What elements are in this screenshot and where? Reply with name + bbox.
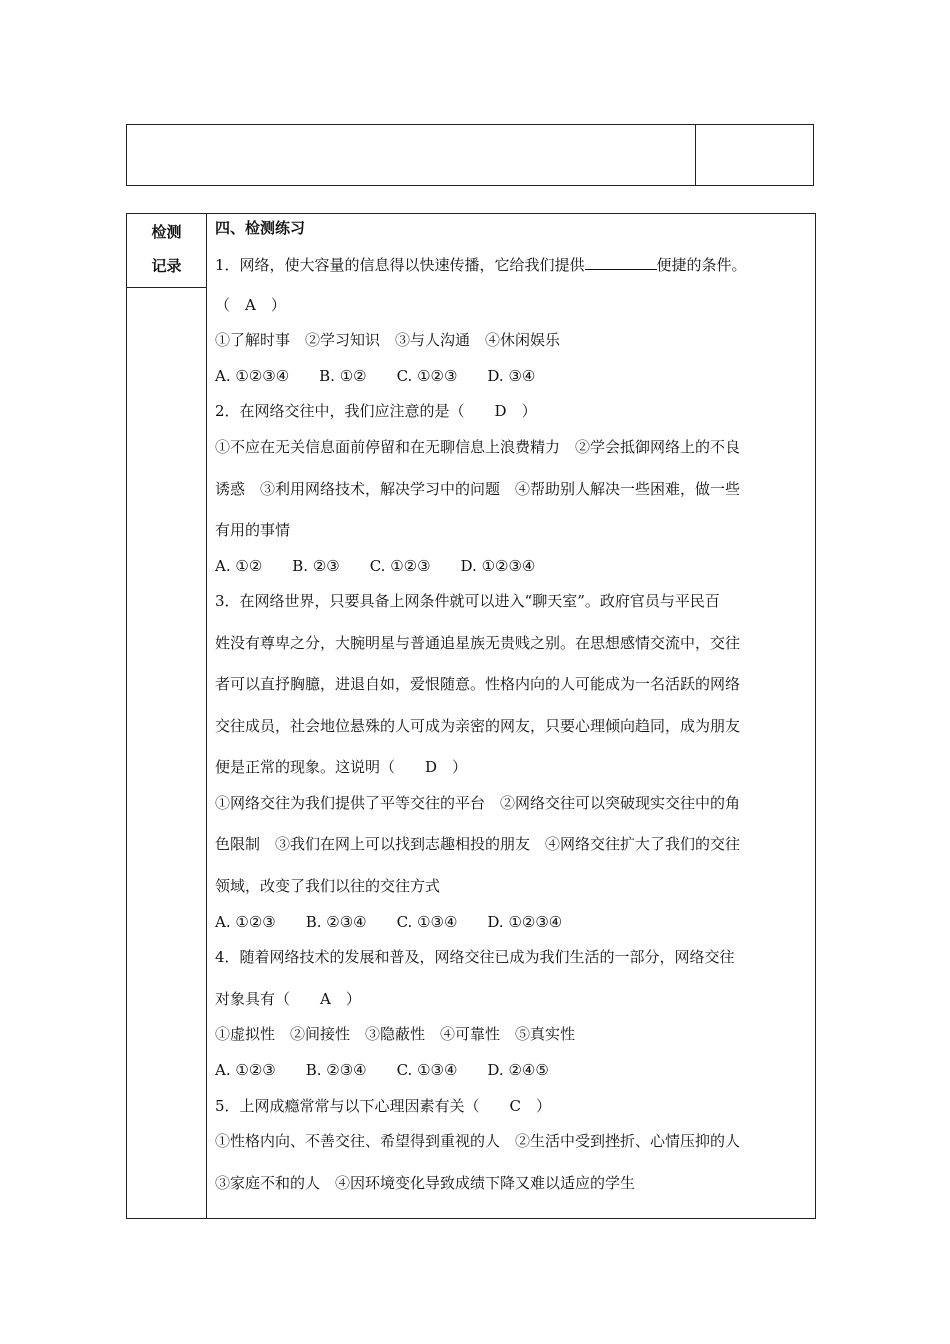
question-3-options-line1: ①网络交往为我们提供了平等交往的平台 ②网络交往可以突破现实交往中的角 (215, 794, 741, 812)
question-2-options-line2: 诱惑 ③利用网络技术，解决学习中的问题 ④帮助别人解决一些困难，做一些 (215, 480, 741, 498)
record-label-line2: 记录 (151, 257, 182, 275)
question-5: 5．上网成瘾常常与以下心理因素有关（ C ） (215, 1097, 552, 1115)
section-title: 四、检测练习 (215, 219, 306, 237)
question-3-line2: 姓没有尊卑之分，大腕明星与普通追星族无贵贱之别。在思想感情交流中，交往 (215, 634, 741, 652)
exercise-table (126, 213, 816, 1219)
question-4-line1: 4．随着网络技术的发展和普及，网络交往已成为我们生活的一部分，网络交往 (215, 948, 735, 966)
question-3-line4: 交往成员，社会地位悬殊的人可成为亲密的网友，只要心理倾向趋同，成为朋友 (215, 717, 741, 735)
question-4-choices: A. ①②③ B. ②③④ C. ①③④ D. ②④⑤ (215, 1061, 549, 1079)
answer-blank (585, 255, 657, 270)
record-label-line1: 检测 (151, 223, 182, 241)
question-2-options-line1: ①不应在无关信息面前停留和在无聊信息上浪费精力 ②学会抵御网络上的不良 (215, 438, 741, 456)
question-2-options-line3: 有用的事情 (215, 521, 291, 539)
question-3-line1: 3．在网络世界，只要具备上网条件就可以进入“聊天室”。政府官员与平民百 (215, 592, 720, 610)
question-2: 2．在网络交往中，我们应注意的是（ D ） (215, 402, 537, 420)
header-table (126, 124, 814, 186)
label-column (127, 214, 207, 1218)
question-2-choices: A. ①② B. ②③ C. ①②③ D. ①②③④ (215, 557, 536, 575)
question-1-line (215, 255, 747, 275)
question-5-options-line2: ③家庭不和的人 ④因环境变化导致成绩下降又难以适应的学生 (215, 1174, 636, 1192)
question-3-options-line2: 色限制 ③我们在网上可以找到志趣相投的朋友 ④网络交往扩大了我们的交往 (215, 835, 741, 853)
question-4-options: ①虚拟性 ②间接性 ③隐蔽性 ④可靠性 ⑤真实性 (215, 1025, 576, 1043)
question-3-line5: 便是正常的现象。这说明（ D ） (215, 758, 468, 776)
question-1-answer: （ A ） (215, 296, 286, 314)
question-1-text-end: 便捷的条件。 (656, 256, 747, 274)
question-3-line3: 者可以直抒胸臆，进退自如，爱恨随意。性格内向的人可能成为一名活跃的网络 (215, 675, 741, 693)
record-label (127, 214, 206, 288)
question-4-line2: 对象具有（ A ） (215, 990, 361, 1008)
question-3-choices: A. ①②③ B. ②③④ C. ①③④ D. ①②③④ (215, 913, 563, 931)
question-5-options-line1: ①性格内向、不善交往、希望得到重视的人 ②生活中受到挫折、心情压抑的人 (215, 1132, 741, 1150)
question-1-options: ①了解时事 ②学习知识 ③与人沟通 ④休闲娱乐 (215, 331, 561, 349)
question-1-text: 1．网络，使大容量的信息得以快速传播，它给我们提供 (215, 256, 585, 274)
question-3-options-line3: 领域，改变了我们以往的交往方式 (215, 877, 441, 895)
question-1-choices: A. ①②③④ B. ①② C. ①②③ D. ③④ (215, 367, 536, 385)
header-table-divider (695, 125, 696, 185)
